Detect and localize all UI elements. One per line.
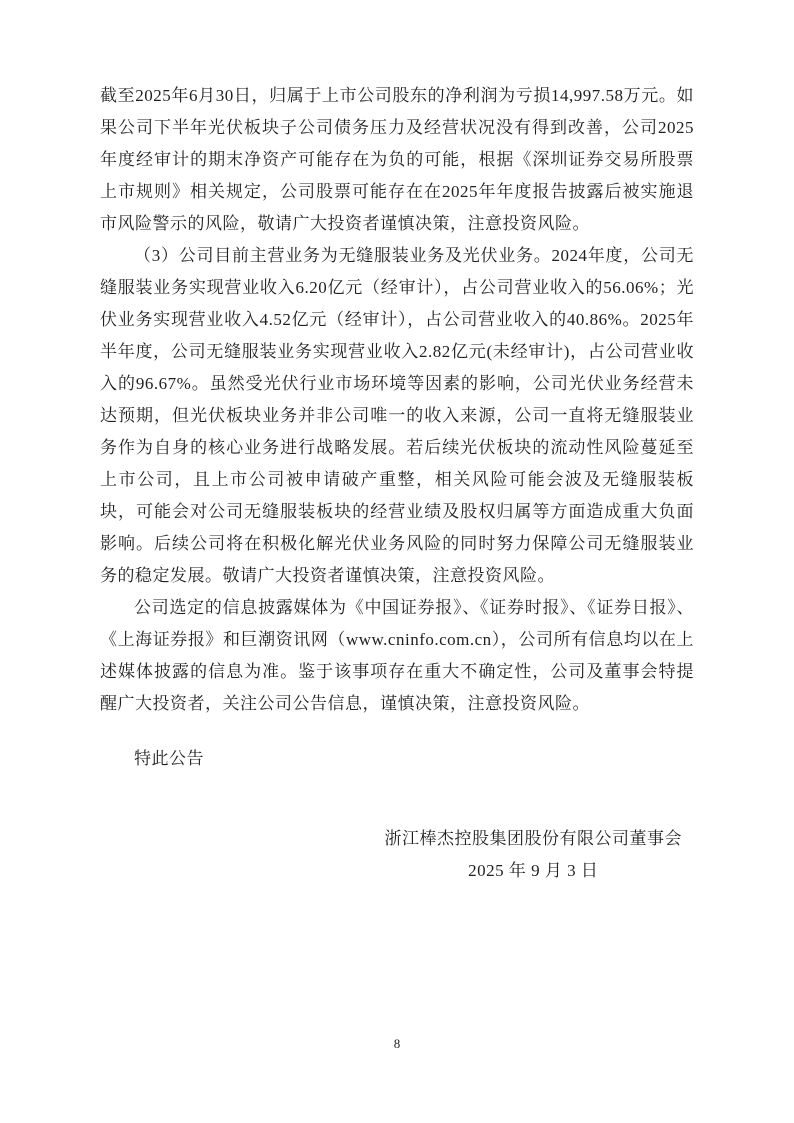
- signature-block: [100, 823, 682, 887]
- document-body: [100, 80, 694, 887]
- paragraph-net-profit-risk: 截至2025年6月30日，归属于上市公司股东的净利润为亏损14,997.58万元。如果公司下半年光伏板块子公司债务压力及经营状况没有得到改善，公司2025年度经审计的期末净资产可能存在为负的可能，根据《深圳证券交易所股票上市规则》相关规定，公司股票可能存在在2025年年度报告披露后被实施退市风险警示的风险，敬请广大投资者谨慎决策，注意投资风险。: [100, 86, 694, 233]
- page-number: 8: [393, 1036, 401, 1051]
- paragraph-main-business: （3）公司目前主营业务为无缝服装业务及光伏业务。2024年度，公司无缝服装业务实现营业收入6.20亿元（经审计），占公司营业收入的56.06%；光伏业务实现营业收入4.52亿元（经审计），占公司营业收入的40.86%。2025年半年度，公司无缝服装业务实现营业收入2.82亿元(未经审计)，占公司营业收入的96.67%。虽然受光伏行业市场环境等因素的影响，公司光伏业务经营未达预期，但光伏板块业务并非公司唯一的收入来源，公司一直将无缝服装业务作为自身的核心业务进行战略发展。若后续光伏板块的流动性风险蔓延至上市公司，且上市公司被申请破产重整，相关风险可能会波及无缝服装板块，可能会对公司无缝服装板块的经营业绩及股权归属等方面造成重大负面影响。后续公司将在积极化解光伏业务风险的同时努力保障公司无缝服装业务的稳定发展。敬请广大投资者谨慎决策，注意投资风险。: [100, 246, 694, 585]
- paragraph-disclosure-media: 公司选定的信息披露媒体为《中国证券报》、《证券时报》、《证券日报》、《上海证券报》和巨潮资讯网（www.cninfo.com.cn），公司所有信息均以在上述媒体披露的信息为准。鉴于该事项存在重大不确定性，公司及董事会特提醒广大投资者，关注公司公告信息，谨慎决策，注意投资风险。: [100, 598, 694, 713]
- signature-inner: [385, 823, 683, 887]
- signature-date: 2025 年 9 月 3 日: [468, 861, 599, 880]
- signature-company: 浙江棒杰控股集团股份有限公司董事会: [384, 829, 682, 848]
- notice-line: 特此公告: [134, 749, 204, 768]
